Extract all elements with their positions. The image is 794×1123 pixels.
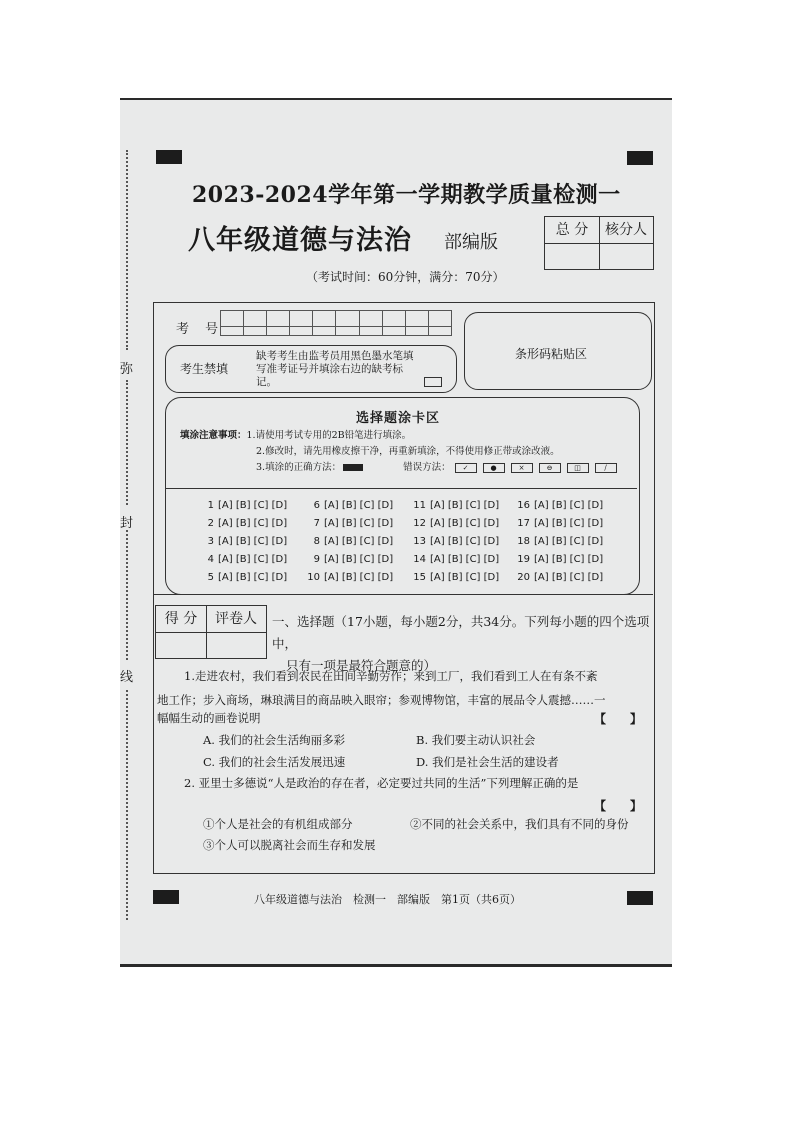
question-number: 17	[517, 518, 530, 529]
wrong-method-label: 错误方法：	[403, 462, 451, 473]
answer-bubble-row[interactable]	[306, 518, 393, 529]
answer-bubble-row[interactable]	[200, 518, 287, 529]
option-b: B. 我们要主动认识社会	[416, 733, 536, 747]
forbidden-label: 考生禁填	[180, 362, 229, 376]
top-edge	[120, 98, 672, 100]
question-number: 3	[207, 536, 214, 547]
wrong-mark: /	[595, 463, 617, 473]
answer-bubble-row[interactable]	[306, 554, 393, 565]
option-d: D. 我们是社会生活的建设者	[416, 755, 559, 769]
seal-line	[126, 380, 128, 505]
answer-options[interactable]: [A] [B] [C] [D]	[324, 554, 394, 565]
question-1-line: 地工作；步入商场，琳琅满目的商品映入眼帘；参观博物馆，丰富的展品令人震撼……一	[157, 693, 606, 707]
answer-bubble-row[interactable]	[516, 518, 603, 529]
question-number: 11	[413, 500, 426, 511]
answer-options[interactable]: [A] [B] [C] [D]	[218, 554, 288, 565]
wrong-mark: ◫	[567, 463, 589, 473]
absence-mark-box[interactable]	[424, 377, 442, 387]
seal-char: 线	[120, 670, 134, 685]
subject-title: 八年级道德与法治	[188, 225, 412, 256]
section-title-line: 只有一项是最符合题意的）	[286, 658, 437, 673]
answer-options[interactable]: [A] [B] [C] [D]	[534, 536, 604, 547]
statement-1: ①个人是社会的有机组成部分	[203, 817, 353, 831]
candidate-forbidden-box	[165, 345, 457, 393]
answer-bubble-row[interactable]	[516, 572, 603, 583]
question-number: 4	[207, 554, 214, 565]
answer-options[interactable]: [A] [B] [C] [D]	[218, 518, 288, 529]
registration-mark	[156, 150, 182, 164]
seal-line	[126, 690, 128, 920]
answer-bubble-row[interactable]	[200, 500, 287, 511]
barcode-label: 条形码粘贴区	[515, 347, 588, 361]
question-number: 1	[207, 500, 214, 511]
answer-bubble-row[interactable]	[412, 536, 499, 547]
exam-title: 2023-2024学年第一学期教学质量检测一	[192, 182, 621, 208]
wrong-mark: ×	[511, 463, 533, 473]
answer-options[interactable]: [A] [B] [C] [D]	[534, 500, 604, 511]
answer-bubble-row[interactable]	[200, 536, 287, 547]
wrong-mark: ⊖	[539, 463, 561, 473]
answer-options[interactable]: [A] [B] [C] [D]	[430, 572, 500, 583]
question-1-line: 幅幅生动的画卷说明	[157, 711, 261, 725]
answer-options[interactable]: [A] [B] [C] [D]	[430, 554, 500, 565]
wrong-mark: ●	[483, 463, 505, 473]
question-number: 15	[413, 572, 426, 583]
section-title-line: 一、选择题（17小题，每小题2分，共34分。下列每小题的四个选项中，	[272, 614, 650, 651]
answer-options[interactable]: [A] [B] [C] [D]	[430, 536, 500, 547]
question-number: 10	[307, 572, 320, 583]
question-2-line: 2. 亚里士多德说“人是政治的存在者，必定要过共同的生活”下列理解正确的是	[184, 776, 579, 790]
answer-bubble-row[interactable]	[412, 500, 499, 511]
answer-options[interactable]: [A] [B] [C] [D]	[324, 536, 394, 547]
note-2: 2.修改时，请先用橡皮擦干净，再重新填涂，不得使用修正带或涂改液。	[256, 446, 560, 457]
question-number: 19	[517, 554, 530, 565]
question-number: 18	[517, 536, 530, 547]
statement-3: ③个人可以脱离社会而生存和发展	[203, 838, 376, 852]
question-number: 6	[313, 500, 320, 511]
registration-mark	[627, 891, 653, 905]
answer-bracket: 【 】	[594, 799, 643, 813]
answer-options[interactable]: [A] [B] [C] [D]	[324, 518, 394, 529]
question-number: 5	[207, 572, 214, 583]
score-label: 得 分	[164, 611, 198, 627]
answer-card-title: 选择题涂卡区	[356, 411, 441, 426]
choice-answer-card	[165, 397, 640, 595]
answer-options[interactable]: [A] [B] [C] [D]	[534, 554, 604, 565]
checker-label: 核分人	[605, 222, 647, 238]
question-number: 7	[313, 518, 320, 529]
answer-options[interactable]: [A] [B] [C] [D]	[218, 572, 288, 583]
note-3: 3.填涂的正确方法：	[256, 462, 342, 473]
bottom-edge	[120, 964, 672, 967]
answer-options[interactable]: [A] [B] [C] [D]	[324, 500, 394, 511]
question-number: 14	[413, 554, 426, 565]
answer-options[interactable]: [A] [B] [C] [D]	[218, 536, 288, 547]
seal-char: 弥	[120, 362, 134, 377]
forbidden-text: 缺考考生由监考员用黑色墨水笔填写准考证号并填涂右边的缺考标记。	[256, 350, 414, 388]
question-number: 16	[517, 500, 530, 511]
wrong-method-samples	[455, 463, 617, 473]
seal-char: 封	[120, 516, 134, 531]
score-table	[544, 216, 654, 270]
answer-options[interactable]: [A] [B] [C] [D]	[534, 518, 604, 529]
answer-options[interactable]: [A] [B] [C] [D]	[534, 572, 604, 583]
question-number: 9	[313, 554, 320, 565]
exam-info: （考试时间：60分钟，满分：70分）	[306, 270, 505, 284]
answer-options[interactable]: [A] [B] [C] [D]	[324, 572, 394, 583]
option-a: A. 我们的社会生活绚丽多彩	[203, 733, 346, 747]
answer-options[interactable]: [A] [B] [C] [D]	[218, 500, 288, 511]
answer-bubble-row[interactable]	[306, 572, 393, 583]
question-1-line: 1.走进农村，我们看到农民在田间辛勤劳作；来到工厂，我们看到工人在有条不紊	[184, 669, 598, 683]
edition-label: 部编版	[444, 232, 498, 253]
barcode-area	[464, 312, 652, 390]
answer-bubble-row[interactable]	[200, 554, 287, 565]
registration-mark	[153, 890, 179, 904]
answer-bubble-row[interactable]	[412, 518, 499, 529]
option-c: C. 我们的社会生活发展迅速	[203, 755, 346, 769]
answer-bubble-row[interactable]	[516, 500, 603, 511]
answer-bracket: 【 】	[594, 712, 643, 726]
answer-bubble-row[interactable]	[200, 572, 287, 583]
answer-options[interactable]: [A] [B] [C] [D]	[430, 518, 500, 529]
statement-2: ②不同的社会关系中，我们具有不同的身份	[410, 817, 629, 831]
answer-bubble-row[interactable]	[516, 554, 603, 565]
notes-title: 填涂注意事项：	[180, 430, 247, 441]
grader-table	[155, 605, 267, 659]
exam-number-grid[interactable]	[220, 310, 452, 336]
question-number: 13	[413, 536, 426, 547]
seal-line	[126, 530, 128, 660]
reviewer-label: 评卷人	[215, 611, 257, 627]
answer-bubble-row[interactable]	[306, 536, 393, 547]
question-number: 20	[517, 572, 530, 583]
answer-bubble-row[interactable]	[412, 554, 499, 565]
registration-mark	[627, 151, 653, 165]
seal-line	[126, 150, 128, 350]
question-number: 12	[413, 518, 426, 529]
total-score-label: 总 分	[555, 222, 589, 238]
answer-options[interactable]: [A] [B] [C] [D]	[430, 500, 500, 511]
exam-number-label: 考 号	[176, 322, 225, 337]
question-number: 2	[207, 518, 214, 529]
question-number: 8	[313, 536, 320, 547]
answer-bubble-row[interactable]	[412, 572, 499, 583]
answer-bubble-row[interactable]	[516, 536, 603, 547]
wrong-mark: ✓	[455, 463, 477, 473]
note-1: 1.请使用考试专用的2B铅笔进行填涂。	[246, 430, 412, 441]
page-footer: 八年级道德与法治 检测一 部编版 第1页（共6页）	[254, 893, 521, 906]
answer-bubble-row[interactable]	[306, 500, 393, 511]
correct-fill-sample	[343, 464, 363, 471]
